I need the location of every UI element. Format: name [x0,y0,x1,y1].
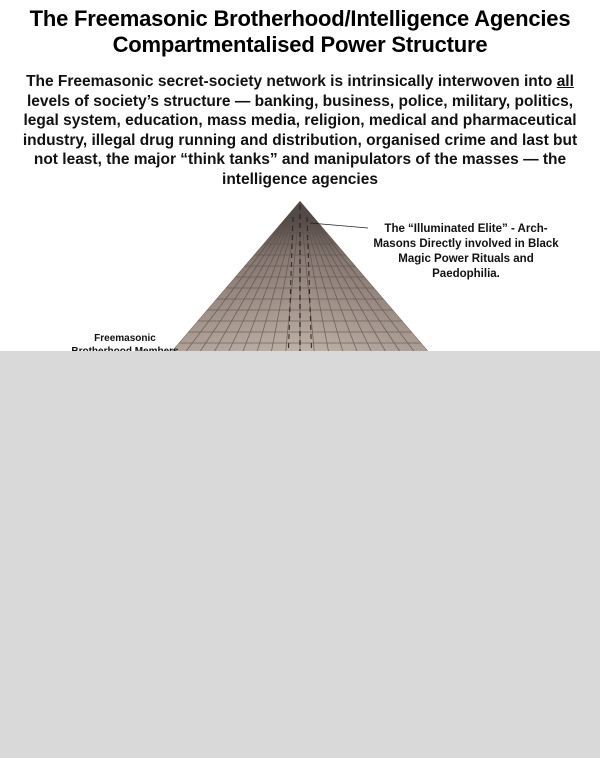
brotherhood-callout-line-1: Freemasonic [94,333,156,344]
title-line-1: The Freemasonic Brotherhood/Intelligence Agencies [29,6,571,31]
intro-text-end: levels of society’s structure — banking, business, police, military, politics, legal system, education, mass media, religion, medical and pharmaceutical industry, illegal drug running and distribution, organised crime and last but not least, the major “think tanks” and manipulators of the masses — the intelligence agencies [22,92,578,188]
page-title [0,6,600,58]
intro-text-start: The Freemasonic secret-society network is intrinsically interwoven into [26,73,557,90]
title-line-2: Compartmentalised Power Structure [112,32,488,57]
gray-overlay [0,351,600,758]
intro-underlined-word: all [556,73,574,90]
intro-paragraph [14,72,586,189]
elite-callout: The “Illuminated Elite” - Arch-Masons Directly involved in Black Magic Power Rituals and Paedophilia. [373,223,559,280]
